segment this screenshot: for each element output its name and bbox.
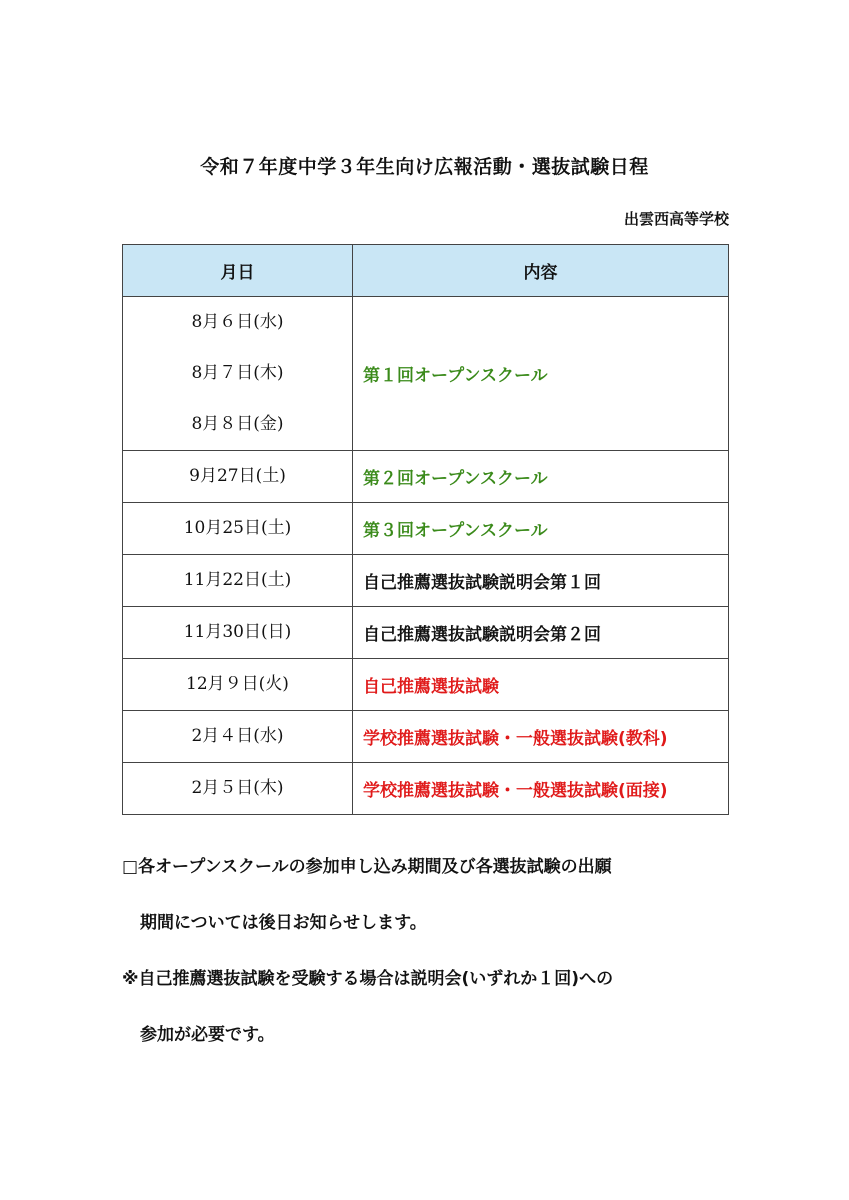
event-cell: 第１回オープンスクール — [353, 297, 729, 451]
content-column-header: 内容 — [353, 245, 729, 297]
event-cell: 学校推薦選抜試験・一般選抜試験(面接) — [353, 763, 729, 815]
date-text: 2月４日(水) — [191, 726, 284, 746]
date-text: 10月25日(土) — [183, 518, 292, 538]
date-text: 8月８日(金) — [191, 414, 284, 434]
schedule-table — [122, 244, 729, 815]
notes-section — [122, 848, 742, 1072]
date-cell — [123, 711, 353, 763]
event-cell: 自己推薦選抜試験 — [353, 659, 729, 711]
event-cell: 自己推薦選抜試験説明会第１回 — [353, 555, 729, 607]
table-row — [123, 711, 729, 763]
event-cell: 第２回オープンスクール — [353, 451, 729, 503]
date-text: 9月27日(土) — [189, 466, 286, 486]
event-cell: 学校推薦選抜試験・一般選抜試験(教科) — [353, 711, 729, 763]
table-row — [123, 607, 729, 659]
table-row — [123, 555, 729, 607]
date-text: 8月６日(水) — [191, 312, 284, 332]
school-name: 出雲西高等学校 — [623, 210, 729, 228]
date-text: 11月30日(日) — [183, 622, 292, 642]
event-cell: 第３回オープンスクール — [353, 503, 729, 555]
page-title: 令和７年度中学３年生向け広報活動・選抜試験日程 — [200, 156, 649, 178]
date-text: 2月５日(木) — [191, 778, 284, 798]
date-text: 11月22日(土) — [183, 570, 292, 590]
note-line: 期間については後日お知らせします。 — [140, 913, 427, 933]
table-row — [123, 503, 729, 555]
note-line: □各オープンスクールの参加申し込み期間及び各選抜試験の出願 — [122, 857, 612, 877]
date-column-header: 月日 — [123, 245, 353, 297]
table-row — [123, 763, 729, 815]
note-line: 参加が必要です。 — [140, 1025, 275, 1045]
table-row — [123, 451, 729, 503]
table-header-row — [123, 245, 729, 297]
date-cell — [123, 607, 353, 659]
date-text: 12月９日(火) — [186, 674, 289, 694]
date-cell — [123, 763, 353, 815]
date-cell — [123, 297, 353, 451]
date-cell — [123, 659, 353, 711]
date-cell — [123, 555, 353, 607]
date-cell — [123, 503, 353, 555]
table-row — [123, 297, 729, 451]
note-line: ※自己推薦選抜試験を受験する場合は説明会(いずれか１回)への — [122, 969, 614, 989]
date-text: 8月７日(木) — [191, 363, 284, 383]
date-cell — [123, 451, 353, 503]
table-row — [123, 659, 729, 711]
event-cell: 自己推薦選抜試験説明会第２回 — [353, 607, 729, 659]
